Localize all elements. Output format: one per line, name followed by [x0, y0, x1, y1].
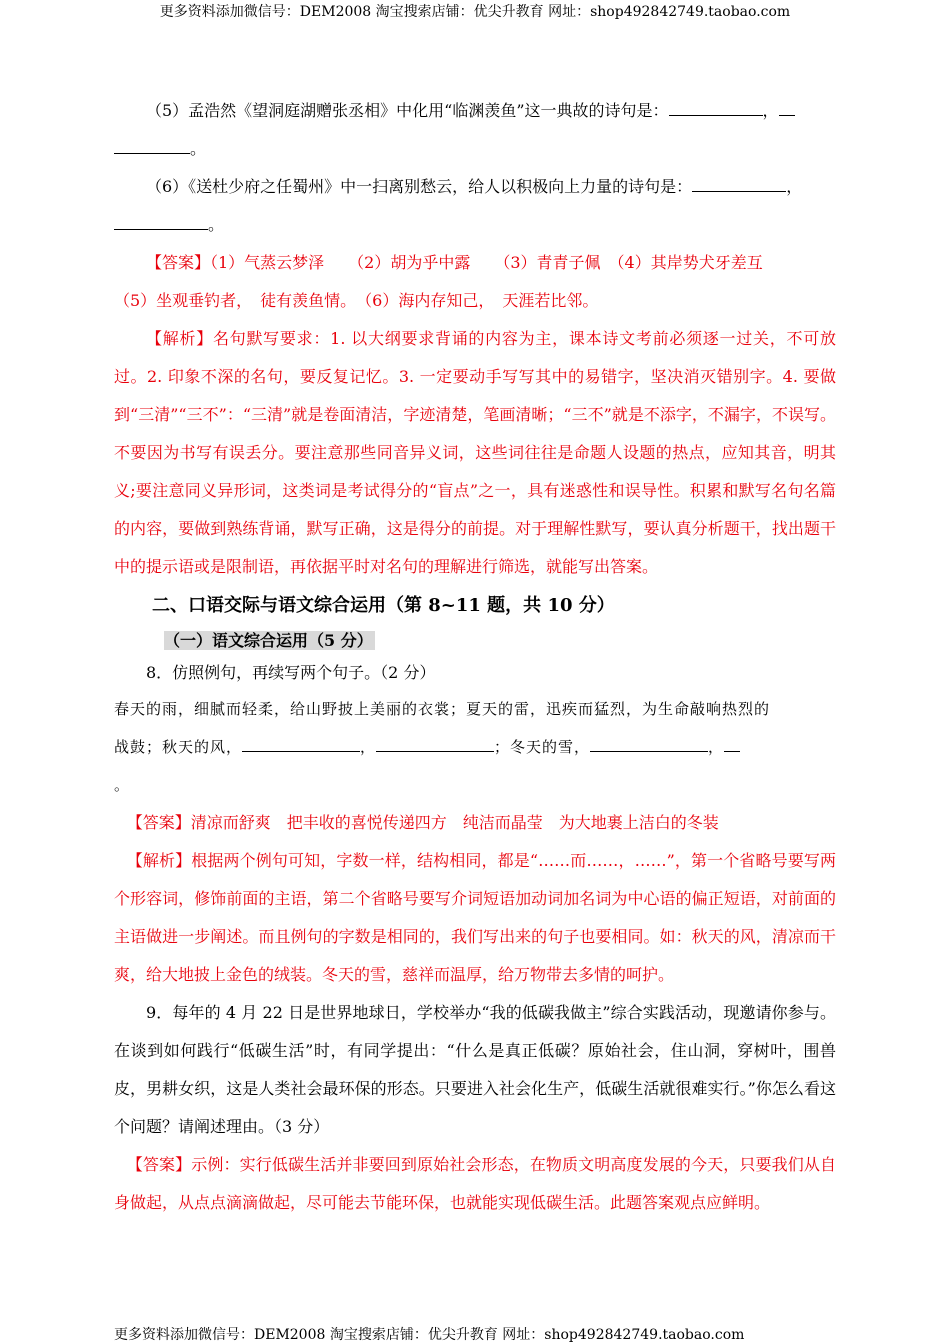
- question-6: [114, 168, 836, 244]
- question-8-example: [114, 690, 836, 804]
- answer-blank: [376, 737, 494, 752]
- answer-blank: [114, 215, 208, 230]
- answer-blank: [114, 139, 190, 154]
- question-8-example-end: 。: [114, 776, 131, 794]
- answer-blank: [242, 737, 360, 752]
- page-header: 更多资料添加微信号：DEM2008 淘宝搜索店铺：优尖升教育 网址：shop492842749.taobao.com: [159, 4, 791, 20]
- question-5-sep: ，: [762, 101, 779, 120]
- answer-8: 【答案】清凉而舒爽 把丰收的喜悦传递四方 纯洁而晶莹 为大地裹上洁白的冬装: [126, 813, 719, 832]
- question-6-sep: ，: [786, 177, 803, 196]
- subsection-1-title: [114, 626, 836, 656]
- analysis-8: 【解析】根据两个例句可知，字数一样，结构相同，都是“……而……，……”，第一个省略号要写两个形容词，修饰前面的主语，第二个省略号要写介词短语加动词加名词为中心语的偏正短语，对前面的主语做进一步阐述。而且例句的字数是相同的，我们写出来的句子也要相同。如：秋天的风，清凉而干爽，给大地披上金色的绒装。冬天的雪，慈祥而温厚，给万物带去多情的呵护。: [114, 851, 836, 984]
- answer-blank: [669, 101, 763, 116]
- question-6-text: （6）《送杜少府之任蜀州》中一扫离别愁云，给人以积极向上力量的诗句是：: [146, 177, 693, 196]
- section-2-title: 二、口语交际与语文综合运用（第 8~11 题，共 10 分）: [152, 595, 615, 616]
- question-8-example-p4: ，: [708, 738, 725, 756]
- answer-blank: [692, 177, 786, 192]
- question-9: 9．每年的 4 月 22 日是世界地球日，学校举办“我的低碳我做主”综合实践活动，现邀请你参与。在谈到如何践行“低碳生活”时，有同学提出：“什么是真正低碳？原始社会，住山洞，穿树叶，围兽皮，男耕女织，这是人类社会最环保的形态。只要进入社会化生产，低碳生活就很难实行。”你怎么看这个问题？请阐述理由。（3 分）: [114, 1003, 836, 1136]
- subsection-1-label: （一）语文综合运用（5 分）: [164, 631, 373, 650]
- answer-9: 【答案】示例：实行低碳生活并非要回到原始社会形态，在物质文明高度发展的今天，只要我们从自身做起，从点点滴滴做起，尽可能去节能环保，也就能实现低碳生活。此题答案观点应鲜明。: [114, 1155, 836, 1212]
- page-footer: 更多资料添加微信号：DEM2008 淘宝搜索店铺：优尖升教育 网址：shop492842749.taobao.com: [114, 1327, 745, 1343]
- answer-blank: [724, 737, 740, 752]
- question-5: [114, 92, 836, 168]
- question-6-end: 。: [208, 215, 225, 234]
- document-body: [114, 92, 836, 1222]
- question-5-end: 。: [190, 139, 207, 158]
- answer-blank: [590, 737, 708, 752]
- question-8-example-p2: ，: [360, 738, 377, 756]
- question-8-stem: 8．仿照例句，再续写两个句子。（2 分）: [146, 663, 436, 682]
- question-8-example-line1: 春天的雨，细腻而轻柔，给山野披上美丽的衣裳；夏天的雷，迅疾而猛烈，为生命敲响热烈的: [114, 700, 771, 718]
- answer-blank: [779, 101, 795, 116]
- question-5-text: （5）孟浩然《望洞庭湖赠张丞相》中化用“临渊羡鱼”这一典故的诗句是：: [146, 101, 669, 120]
- question-8-example-p1: 战鼓；秋天的风，: [114, 738, 243, 756]
- analysis-1: 【解析】名句默写要求：1. 以大纲要求背诵的内容为主，课本诗文考前必须逐一过关，不可放过。2. 印象不深的名句，要反复记忆。3. 一定要动手写写其中的易错字，坚决消灭错别字。4. 要做到“三清”“三不”：“三清”就是卷面清洁，字迹清楚，笔画清晰；“三不”就是不添字，不漏字，不误写。不要因为书写有误丢分。要注意那些同音异义词，这些词往往是命题人设题的热点，应知其音，明其义;要注意同义异形词，这类词是考试得分的“盲点”之一，具有迷惑性和误导性。积累和默写名句名篇的内容，要做到熟练背诵，默写正确，这是得分的前提。对于理解性默写，要认真分析题干，找出题干中的提示语或是限制语，再依据平时对名句的理解进行筛选，就能写出答案。: [114, 329, 836, 576]
- answer-1-line2: （5）坐观垂钓者， 徒有羡鱼情。 （6）海内存知己， 天涯若比邻。: [114, 291, 599, 310]
- question-8-example-p3: ；冬天的雪，: [494, 738, 591, 756]
- answer-1-line1: 【答案】（1）气蒸云梦泽 （2）胡为乎中露 （3）青青子佩 （4）其岸势犬牙差互: [146, 253, 763, 272]
